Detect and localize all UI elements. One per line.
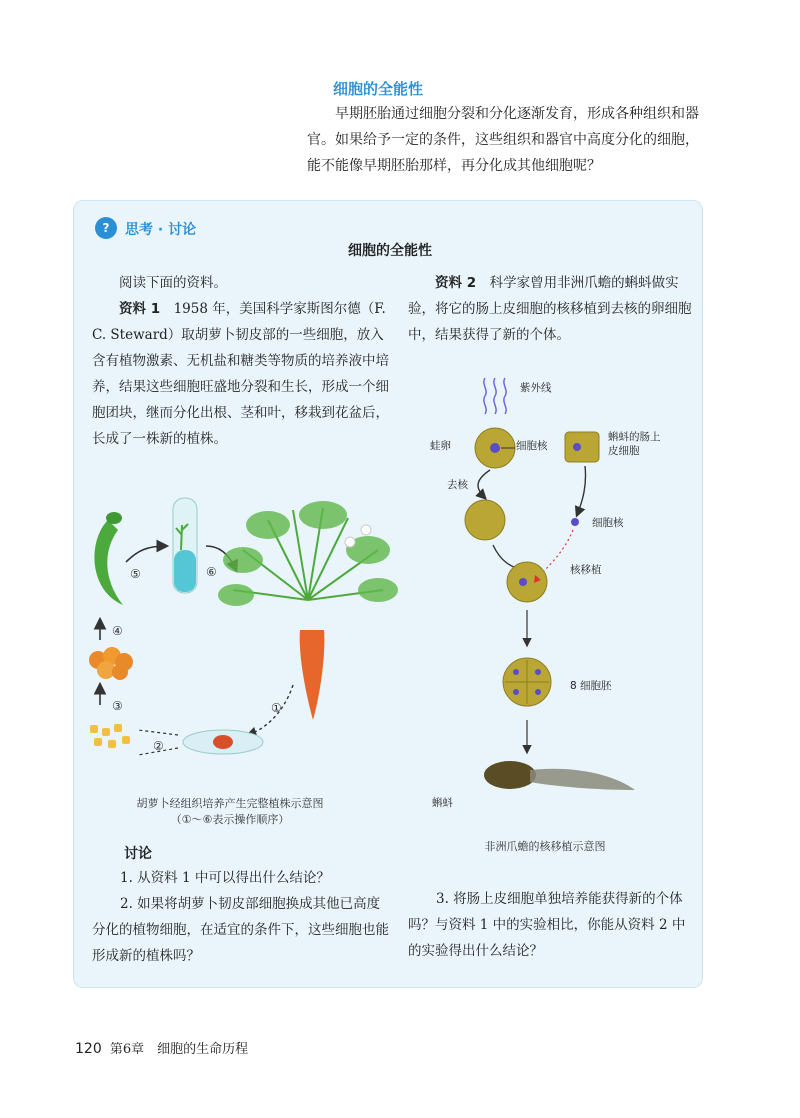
transfer-label: 核移植 [570, 564, 602, 576]
question-3: 3. 将肠上皮细胞单独培养能获得新的个体吗？与资料 1 中的实验相比，你能从资料 2 中的实验得出什么结论？ [408, 891, 686, 959]
material-2 [408, 270, 693, 348]
material-1-text: 1958 年，美国科学家斯图尔德（F. C. Steward）取胡萝卜韧皮部的一些细胞，放入含有植物激素、无机盐和糖类等物质的培养液中培养，结果这些细胞旺盛地分裂和生长，形成一个细胞团块，继而分化出根、茎和叶，移栽到花盆后，长成了一株新的植株。 [92, 301, 389, 447]
page-number: 120 [75, 1041, 102, 1057]
frog-egg-label: 蛙卵 [430, 440, 451, 452]
step-3-label: ③ [112, 699, 123, 713]
donor-nucleus-icon [571, 518, 579, 526]
figure-1-caption [100, 795, 360, 827]
question-1: 1. 从资料 1 中可以得出什么结论？ [120, 870, 330, 886]
nucleus-label-1: 细胞核 [516, 440, 548, 452]
think-icon: ? [95, 217, 117, 239]
intestine-cell-icon [565, 432, 599, 462]
material-1-label: 资料 1 [119, 301, 161, 317]
question-2: 2. 如果将胡萝卜韧皮部细胞换成其他已高度分化的植物细胞，在适宜的条件下，这些细胞也能形成新的植株吗？ [92, 896, 389, 964]
read-prompt: 阅读下面的资料。 [119, 275, 227, 291]
discussion-questions-left [92, 865, 390, 969]
uv-label: 紫外线 [520, 382, 552, 394]
step-4-label: ④ [112, 624, 123, 638]
step-2-label: ② [153, 739, 164, 753]
figure-2-caption: 非洲爪蟾的核移植示意图 [484, 840, 606, 853]
tadpole-label: 蝌蚪 [432, 797, 453, 809]
intestine-cell-label: 蝌蚪的肠上皮细胞 [608, 431, 661, 457]
nucleus-label-2: 细胞核 [592, 517, 624, 529]
material-1 [92, 296, 392, 452]
tadpole-icon [484, 761, 635, 790]
intro-text: 早期胚胎通过细胞分裂和分化逐渐发育，形成各种组织和器官。如果给予一定的条件，这些组织和器官中高度分化的细胞，能不能像早期胚胎那样，再分化成其他细胞呢？ [307, 106, 699, 174]
step-1-label: ① [271, 701, 282, 715]
embryo-label: 8 细胞胚 [570, 680, 612, 692]
box-title: 细胞的全能性 [348, 243, 432, 259]
material-2-text: 科学家曾用非洲爪蟾的蝌蚪做实验，将它的肠上皮细胞的核移植到去核的卵细胞中，结果获得了新的个体。 [408, 275, 692, 343]
carrot-culture-figure [78, 480, 408, 770]
shoot-icon [94, 520, 123, 605]
discussion-title: 讨论 [124, 846, 152, 862]
cell-clump-icon [89, 647, 133, 680]
discussion-questions-right [408, 886, 693, 964]
intro-paragraph [307, 101, 707, 179]
chapter-title: 第6章 细胞的生命历程 [109, 1042, 249, 1057]
cells-icon [90, 724, 130, 748]
uv-light-icon [484, 378, 506, 414]
step-5-label: ⑤ [130, 567, 141, 581]
carrot-plant-icon [218, 501, 398, 720]
page-footer [75, 1038, 248, 1057]
step-6-label: ⑥ [206, 565, 217, 579]
figure-1-caption-line2: （①～⑥表示操作顺序） [170, 813, 290, 826]
carrot-root-icon [300, 630, 325, 720]
figure-1-caption-line1: 胡萝卜经组织培养产生完整植株示意图 [136, 797, 324, 810]
material-2-column [408, 270, 693, 348]
enucleate-label: 去核 [447, 479, 468, 491]
enucleated-egg-icon [465, 500, 505, 540]
material-1-column [92, 270, 392, 452]
section-title: 细胞的全能性 [333, 80, 424, 98]
think-badge-label: 思考 · 讨论 [125, 222, 197, 238]
material-2-label: 资料 2 [435, 275, 477, 291]
